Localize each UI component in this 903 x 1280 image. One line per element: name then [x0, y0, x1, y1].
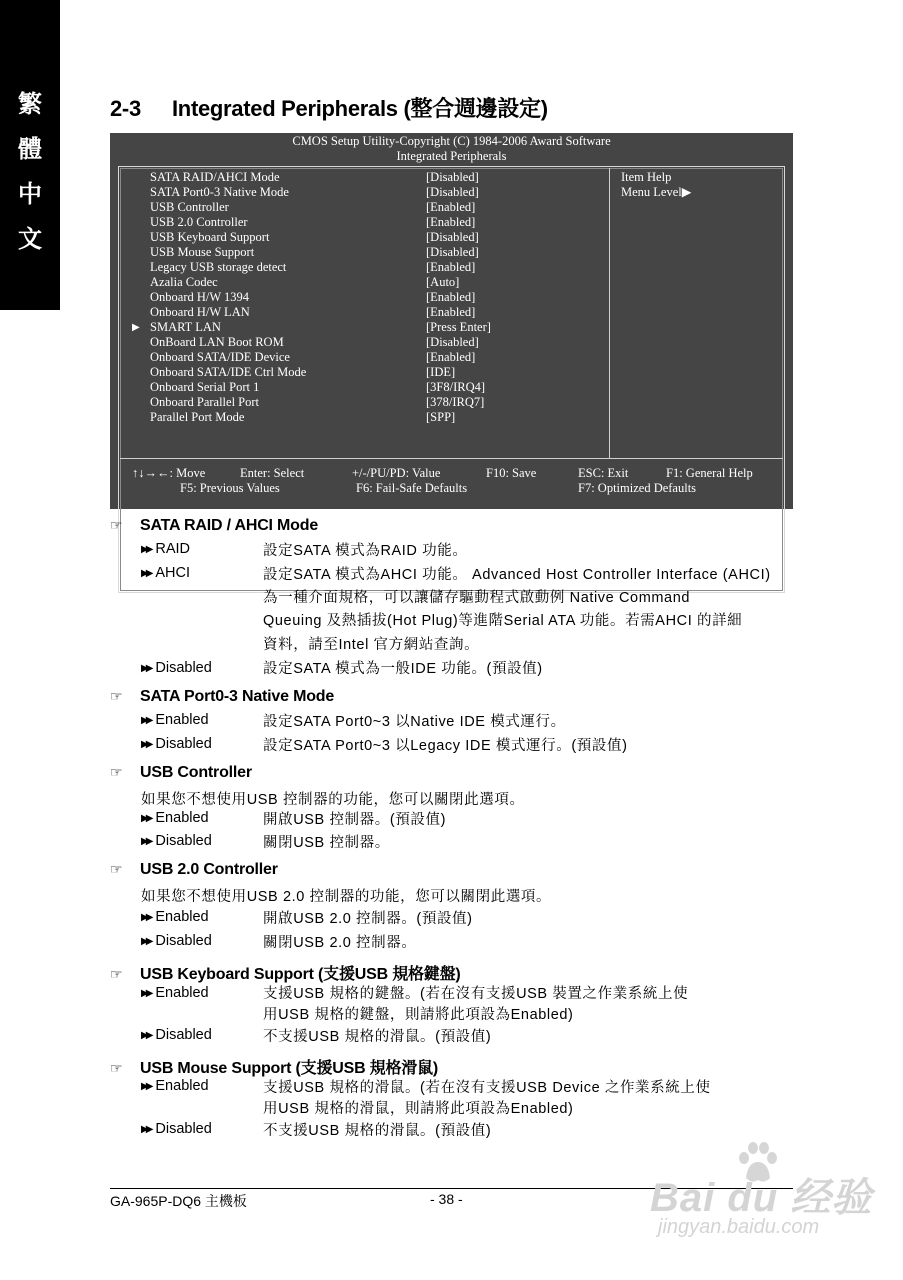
bios-item-value[interactable]: [Disabled] — [426, 245, 479, 259]
bios-item-label[interactable]: Azalia Codec — [150, 275, 218, 289]
section-heading — [110, 961, 461, 984]
pointing-hand-icon: ☞ — [110, 517, 123, 533]
option-label: ▶▶ Disabled — [141, 1027, 212, 1043]
double-arrow-icon: ▶▶ — [141, 1081, 151, 1092]
baidu-watermark — [640, 1140, 873, 1250]
bios-item-label[interactable]: Onboard Serial Port 1 — [150, 380, 260, 394]
option-description: 為一種介面規格，可以讓儲存驅動程式啟動例 Native Command — [263, 590, 691, 606]
side-tab-char: 中 — [18, 179, 42, 208]
option-description: 用USB 規格的鍵盤，則請將此項設為Enabled) — [263, 1007, 574, 1023]
bios-item-label[interactable]: Onboard H/W 1394 — [150, 290, 250, 304]
bios-item-value[interactable]: [Enabled] — [426, 290, 476, 304]
pointing-hand-icon: ☞ — [110, 764, 123, 780]
section-heading-text: USB Mouse Support (支援USB 規格滑鼠) — [140, 1060, 438, 1077]
bios-item-value[interactable]: [Enabled] — [426, 215, 476, 229]
option-description: 支援USB 規格的鍵盤。(若在沒有支援USB 裝置之作業系統上使 — [263, 986, 689, 1002]
double-arrow-icon: ▶▶ — [141, 813, 151, 824]
footer-help-hint: F1: General Help — [666, 466, 753, 480]
side-tab-char: 繁 — [18, 89, 42, 118]
bios-item-label[interactable]: USB 2.0 Controller — [150, 215, 248, 229]
section-heading-text: USB 2.0 Controller — [140, 861, 278, 878]
section-intro: 如果您不想使用USB 控制器的功能，您可以關閉此選項。 — [141, 792, 525, 808]
bios-item-label[interactable]: OnBoard LAN Boot ROM — [150, 335, 284, 349]
bios-item-label[interactable]: Legacy USB storage detect — [150, 260, 287, 274]
bios-item-label[interactable]: USB Keyboard Support — [150, 230, 270, 244]
pointing-hand-icon: ☞ — [110, 688, 123, 704]
bios-item-label[interactable]: SMART LAN — [150, 320, 221, 334]
pointing-hand-icon: ☞ — [110, 1060, 123, 1076]
option-description: Queuing 及熱插拔(Hot Plug)等進階Serial ATA 功能。若需AHCI 的詳細 — [263, 613, 743, 629]
page-number: - 38 - — [430, 1191, 463, 1207]
bios-copyright: CMOS Setup Utility-Copyright (C) 1984-2006 Award Software — [292, 134, 611, 148]
watermark-url: jingyan.baidu.com — [658, 1216, 820, 1238]
bios-item-value[interactable]: [378/IRQ7] — [426, 395, 485, 409]
submenu-arrow-icon: ▶ — [132, 322, 140, 333]
bios-item-value[interactable]: [Disabled] — [426, 185, 479, 199]
bios-item-label[interactable]: Onboard H/W LAN — [150, 305, 250, 319]
bios-item-value[interactable]: [Enabled] — [426, 305, 476, 319]
section-heading — [110, 1055, 438, 1078]
double-arrow-icon: ▶▶ — [141, 568, 151, 579]
footer-value-hint: +/-/PU/PD: Value — [352, 466, 441, 480]
bios-item-value[interactable]: [Enabled] — [426, 200, 476, 214]
bios-item-label[interactable]: SATA Port0-3 Native Mode — [150, 185, 289, 199]
footer-select-hint: Enter: Select — [240, 466, 305, 480]
option-label: ▶▶ RAID — [141, 541, 191, 557]
watermark-brand: Bai du 经验 — [650, 1176, 873, 1220]
bios-item-value[interactable]: [Enabled] — [426, 260, 476, 274]
option-label: ▶▶ Enabled — [141, 909, 209, 925]
option-label: ▶▶ Disabled — [141, 833, 212, 849]
bios-screen — [110, 133, 793, 509]
bios-item-label[interactable]: Onboard SATA/IDE Device — [150, 350, 290, 364]
double-arrow-icon: ▶▶ — [141, 739, 151, 750]
option-description: 開啟USB 控制器。(預設值) — [263, 812, 446, 828]
double-arrow-icon: ▶▶ — [141, 1030, 151, 1041]
option-label: ▶▶ Enabled — [141, 985, 209, 1001]
double-arrow-icon: ▶▶ — [141, 936, 151, 947]
section-heading-text: USB Controller — [140, 764, 252, 781]
section-heading — [110, 517, 318, 535]
bios-item-value[interactable]: [Disabled] — [426, 170, 479, 184]
section-number: 2-3 — [110, 96, 141, 121]
pointing-hand-icon: ☞ — [110, 966, 123, 982]
double-arrow-icon: ▶▶ — [141, 988, 151, 999]
bios-item-label[interactable]: USB Controller — [150, 200, 229, 214]
option-label: ▶▶ Enabled — [141, 712, 209, 728]
footer-model: GA-965P-DQ6 主機板 — [110, 1193, 247, 1209]
section-heading-text: SATA RAID / AHCI Mode — [140, 517, 319, 534]
bios-item-value[interactable]: [Press Enter] — [426, 320, 491, 334]
menu-level-label: Menu Level▶ — [621, 185, 692, 199]
option-label: ▶▶ Disabled — [141, 736, 212, 752]
option-description: 不支援USB 規格的滑鼠。(預設值) — [263, 1029, 492, 1045]
double-arrow-icon: ▶▶ — [141, 544, 151, 555]
option-label: ▶▶ Enabled — [141, 810, 209, 826]
section-heading — [110, 688, 334, 706]
bios-item-value[interactable]: [IDE] — [426, 365, 456, 379]
bios-item-label[interactable]: USB Mouse Support — [150, 245, 255, 259]
option-description: 用USB 規格的滑鼠，則請將此項設為Enabled) — [263, 1101, 574, 1117]
double-arrow-icon: ▶▶ — [141, 715, 151, 726]
footer-exit-hint: ESC: Exit — [578, 466, 629, 480]
section-title: Integrated Peripherals (整合週邊設定) — [172, 96, 548, 121]
bios-screen-title: Integrated Peripherals — [396, 149, 507, 163]
footer-previous-hint: F5: Previous Values — [180, 481, 280, 495]
option-label: ▶▶ Disabled — [141, 1121, 212, 1137]
side-tab-char: 體 — [18, 134, 42, 163]
option-description: 資料，請至Intel 官方網站查詢。 — [263, 637, 480, 653]
bios-item-value[interactable]: [Disabled] — [426, 230, 479, 244]
option-description: 設定SATA Port0~3 以Native IDE 模式運行。 — [263, 714, 566, 730]
option-description: 關閉USB 控制器。 — [263, 835, 390, 851]
section-heading-text: USB Keyboard Support (支援USB 規格鍵盤) — [140, 966, 461, 983]
option-label: ▶▶ Enabled — [141, 1078, 209, 1094]
pointing-hand-icon: ☞ — [110, 861, 123, 877]
option-label: ▶▶ Disabled — [141, 933, 212, 949]
bios-item-label[interactable]: Onboard SATA/IDE Ctrl Mode — [150, 365, 307, 379]
option-description: 不支援USB 規格的滑鼠。(預設值) — [263, 1123, 492, 1139]
bios-item-label[interactable]: Parallel Port Mode — [150, 410, 245, 424]
footer-move-hint: ↑↓→←: Move — [132, 466, 206, 480]
bios-item-value[interactable]: [Auto] — [426, 275, 460, 289]
footer-optimized-hint: F7: Optimized Defaults — [578, 481, 697, 495]
section-heading — [110, 861, 278, 879]
option-description: 設定SATA Port0~3 以Legacy IDE 模式運行。(預設值) — [263, 738, 628, 754]
bios-item-value[interactable]: [Enabled] — [426, 350, 476, 364]
option-description: 開啟USB 2.0 控制器。(預設值) — [263, 911, 473, 927]
double-arrow-icon: ▶▶ — [141, 1124, 151, 1135]
item-help-title: Item Help — [621, 170, 672, 184]
option-label: ▶▶ AHCI — [141, 565, 191, 581]
option-description: 支援USB 規格的滑鼠。(若在沒有支援USB Device 之作業系統上使 — [263, 1080, 711, 1096]
option-description: 關閉USB 2.0 控制器。 — [263, 935, 417, 951]
page-title — [110, 92, 548, 123]
bios-item-value[interactable]: [Disabled] — [426, 335, 479, 349]
bios-help-divider — [609, 168, 610, 458]
bios-item-value[interactable]: [3F8/IRQ4] — [426, 380, 486, 394]
footer-failsafe-hint: F6: Fail-Safe Defaults — [356, 481, 468, 495]
bios-footer-divider — [120, 458, 783, 459]
option-description: 設定SATA 模式為AHCI 功能。 Advanced Host Controller Interface (AHCI) — [263, 567, 771, 583]
section-heading — [110, 764, 252, 782]
option-description: 設定SATA 模式為RAID 功能。 — [263, 543, 468, 559]
double-arrow-icon: ▶▶ — [141, 836, 151, 847]
bios-item-label[interactable]: Onboard Parallel Port — [150, 395, 260, 409]
side-tab-char: 文 — [18, 224, 42, 253]
language-side-tab — [0, 0, 60, 310]
footer-save-hint: F10: Save — [486, 466, 537, 480]
section-intro: 如果您不想使用USB 2.0 控制器的功能，您可以關閉此選項。 — [141, 889, 552, 905]
section-heading-text: SATA Port0-3 Native Mode — [140, 688, 335, 705]
bios-item-label[interactable]: SATA RAID/AHCI Mode — [150, 170, 280, 184]
double-arrow-icon: ▶▶ — [141, 912, 151, 923]
double-arrow-icon: ▶▶ — [141, 663, 151, 674]
option-description: 設定SATA 模式為一般IDE 功能。(預設值) — [263, 661, 543, 677]
option-label: ▶▶ Disabled — [141, 660, 212, 676]
bios-item-value[interactable]: [SPP] — [426, 410, 456, 424]
